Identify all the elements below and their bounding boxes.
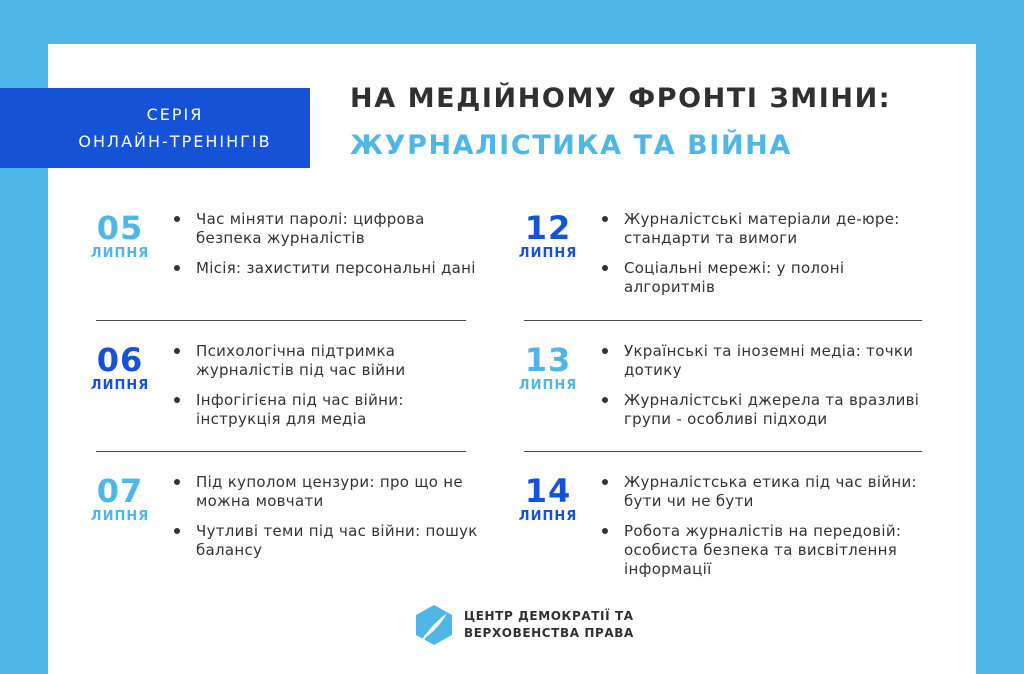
date-month: ЛИПНЯ	[518, 509, 578, 524]
topic-item: Місія: захистити персональні дані	[172, 259, 492, 278]
date	[518, 342, 578, 394]
topic-list	[172, 210, 492, 289]
topic-item: Під куполом цензури: про що не можна мовчати	[172, 473, 492, 511]
date-day: 05	[96, 209, 144, 247]
topic-list	[600, 473, 930, 590]
date-month: ЛИПНЯ	[90, 509, 150, 524]
topic-list	[600, 342, 930, 440]
date	[90, 210, 150, 262]
topic-list	[172, 342, 492, 440]
date	[518, 210, 578, 262]
topic-list	[172, 473, 492, 571]
topic-item: Чутливі теми під час війни: пошук балансу	[172, 522, 492, 560]
date-day: 13	[524, 341, 572, 379]
topic-item: Журналістські джерела та вразливі групи - особливі підходи	[600, 391, 930, 429]
topic-item: Психологічна підтримка журналістів під час війни	[172, 342, 492, 380]
date-day: 12	[524, 209, 572, 247]
page-title: НА МЕДІЙНОМУ ФРОНТІ ЗМІНИ:	[350, 83, 892, 114]
page-subtitle: ЖУРНАЛІСТИКА ТА ВІЙНА	[350, 130, 792, 161]
date-day: 07	[96, 472, 144, 510]
organization-logo	[414, 604, 634, 646]
divider	[96, 320, 466, 321]
topic-item: Час міняти паролі: цифрова безпека журналістів	[172, 210, 492, 248]
topic-item: Журналістська етика під час війни: бути чи не бути	[600, 473, 930, 511]
topic-item: Журналістські матеріали де-юре: стандарти та вимоги	[600, 210, 920, 248]
topic-item: Українські та іноземні медіа: точки дотику	[600, 342, 930, 380]
series-badge	[0, 88, 310, 168]
date	[90, 342, 150, 394]
divider	[524, 320, 922, 321]
topic-list	[600, 210, 920, 308]
date-month: ЛИПНЯ	[90, 378, 150, 393]
feather-shield-icon	[414, 604, 454, 646]
topic-item: Робота журналістів на передовій: особиста безпека та висвітлення інформації	[600, 522, 930, 579]
logo-line1: ЦЕНТР ДЕМОКРАТІЇ ТА	[464, 609, 634, 623]
logo-text	[464, 608, 634, 642]
divider	[96, 451, 466, 452]
date-month: ЛИПНЯ	[518, 246, 578, 261]
topic-item: Інфогігієна під час війни: інструкція для медіа	[172, 391, 492, 429]
date	[518, 473, 578, 525]
date-day: 14	[524, 472, 572, 510]
series-line1: СЕРІЯ	[146, 105, 204, 124]
logo-line2: ВЕРХОВЕНСТВА ПРАВА	[464, 626, 634, 640]
topic-item: Соціальні мережі: у полоні алгоритмів	[600, 259, 920, 297]
date-month: ЛИПНЯ	[90, 246, 150, 261]
date-day: 06	[96, 341, 144, 379]
date-month: ЛИПНЯ	[518, 378, 578, 393]
date	[90, 473, 150, 525]
series-line2: ОНЛАЙН-ТРЕНІНГІВ	[78, 132, 272, 151]
divider	[524, 451, 922, 452]
